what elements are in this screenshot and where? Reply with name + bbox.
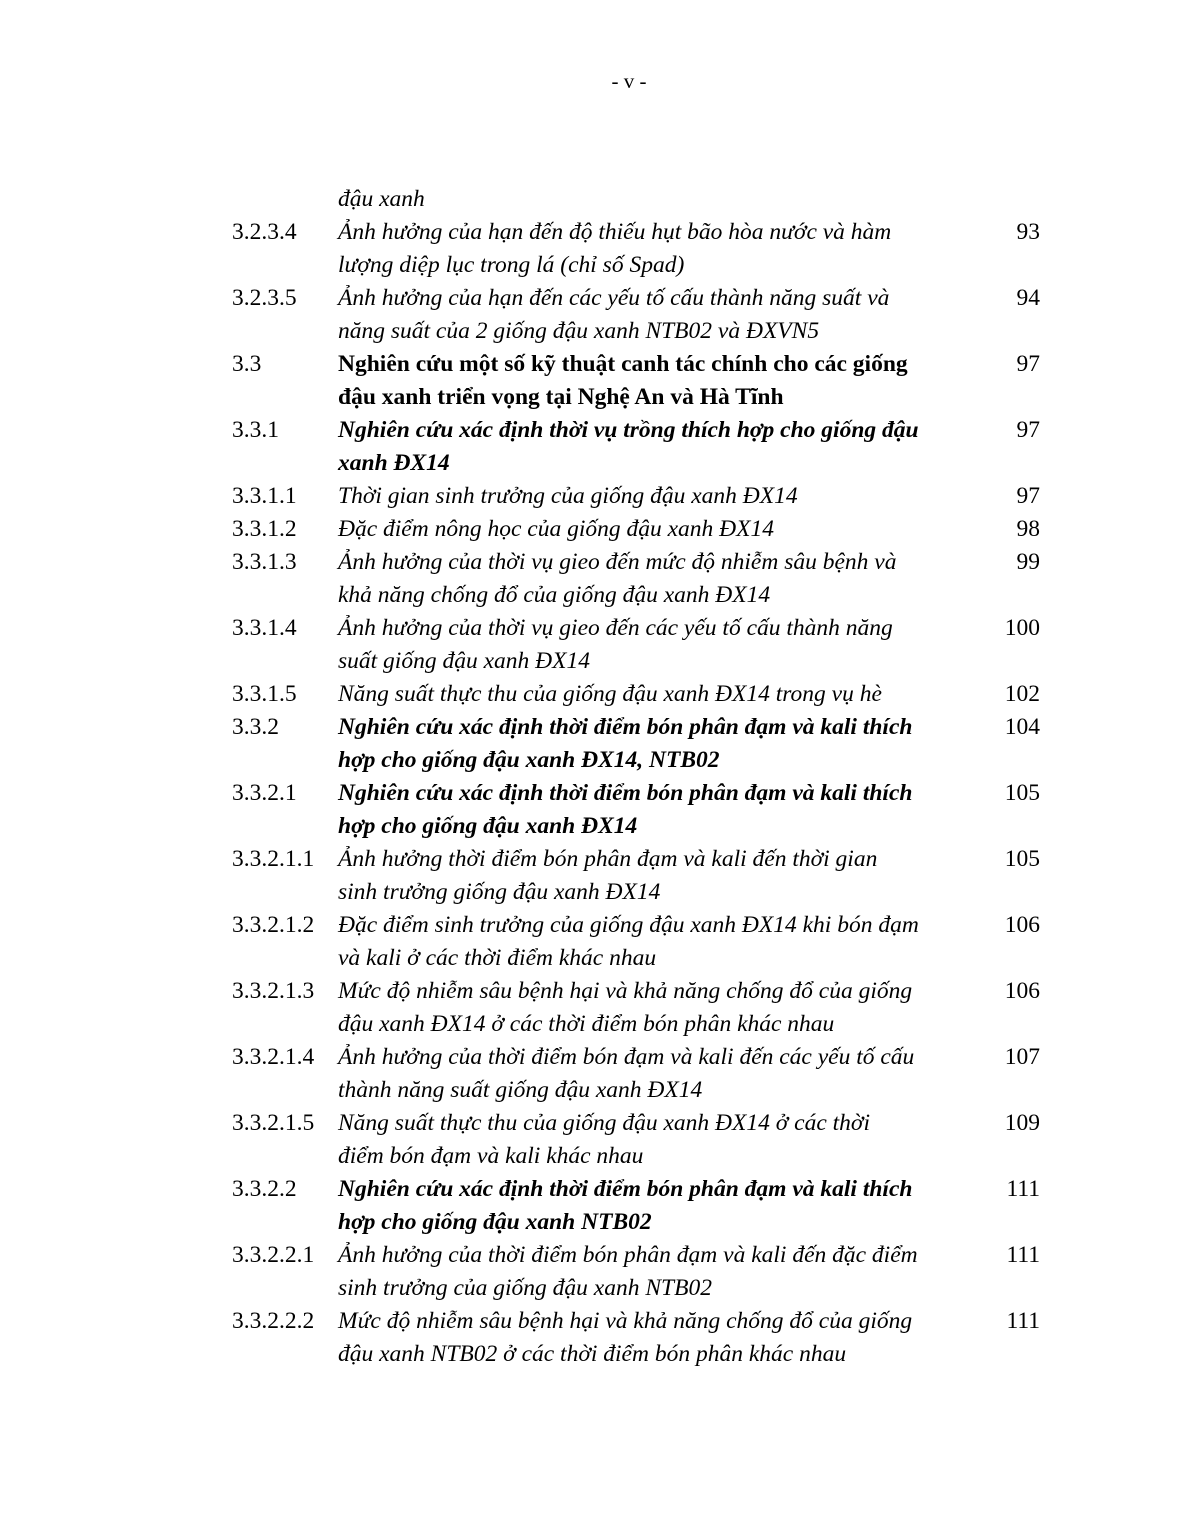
- toc-entry-page: 111: [1006, 1308, 1040, 1334]
- toc-entry[interactable]: [0, 546, 1190, 612]
- toc-entry-number: 3.3.1.2: [232, 516, 297, 542]
- toc-entry-title: Mức độ nhiễm sâu bệnh hại và khả năng chống đổ của giống đậu xanh NTB02 ở các thời điểm bón phân khác nhau: [338, 1308, 913, 1367]
- toc-entry-number: 3.3.2.1.2: [232, 912, 315, 938]
- toc-entry[interactable]: [0, 414, 1190, 480]
- toc-entry-page: 99: [1016, 549, 1040, 575]
- toc-continued-text: đậu xanh: [338, 186, 425, 212]
- toc-entry[interactable]: [0, 612, 1190, 678]
- toc-entry[interactable]: [0, 678, 1190, 711]
- toc-entry-title: Đặc điểm nông học của giống đậu xanh ĐX14: [338, 516, 774, 542]
- toc-entry-title: Ảnh hưởng thời điểm bón phân đạm và kali đến thời gian sinh trưởng giống đậu xanh ĐX14: [338, 846, 878, 905]
- toc-entry-page: 107: [1004, 1044, 1040, 1070]
- toc-entry[interactable]: [0, 909, 1190, 975]
- toc-entry-number: 3.3.1.1: [232, 483, 297, 509]
- toc-entry-title: Năng suất thực thu của giống đậu xanh ĐX14 trong vụ hè: [338, 681, 882, 707]
- toc-entry-number: 3.2.3.5: [232, 285, 297, 311]
- toc-entry-number: 3.3.2.1.1: [232, 846, 315, 872]
- toc-entry-title: Ảnh hưởng của thời vụ gieo đến các yếu tố cấu thành năng suất giống đậu xanh ĐX14: [338, 615, 893, 674]
- toc-entry[interactable]: [0, 1239, 1190, 1305]
- toc-entry-title: Ảnh hưởng của hạn đến các yếu tố cấu thành năng suất và năng suất của 2 giống đậu xanh NTB02 và ĐXVN5: [338, 285, 890, 344]
- toc-entry[interactable]: [0, 975, 1190, 1041]
- page-number: - v -: [611, 69, 647, 93]
- toc-entry-title: Nghiên cứu xác định thời điểm bón phân đạm và kali thích hợp cho giống đậu xanh NTB02: [338, 1176, 913, 1235]
- toc-entry-page: 105: [1004, 780, 1040, 806]
- toc-entry-title: Mức độ nhiễm sâu bệnh hại và khả năng chống đổ của giống đậu xanh ĐX14 ở các thời điểm bón phân khác nhau: [338, 978, 913, 1037]
- toc-entry-number: 3.3.2.2.1: [232, 1242, 315, 1268]
- toc-entry-title: Ảnh hưởng của thời vụ gieo đến mức độ nhiễm sâu bệnh và khả năng chống đổ của giống đậu xanh ĐX14: [338, 549, 897, 608]
- toc-entry-page: 106: [1004, 978, 1040, 1004]
- toc-entry-page: 109: [1004, 1110, 1040, 1136]
- toc-entry-title: Nghiên cứu một số kỹ thuật canh tác chính cho các giống đậu xanh triển vọng tại Nghệ An và Hà Tĩnh: [338, 351, 908, 410]
- toc-entry-title: Ảnh hưởng của thời điểm bón phân đạm và kali đến đặc điểm sinh trưởng của giống đậu xanh NTB02: [338, 1242, 918, 1301]
- toc-entry-page: 104: [1004, 714, 1040, 740]
- toc-entry-page: 98: [1016, 516, 1040, 542]
- toc-entry[interactable]: [0, 1041, 1190, 1107]
- toc-entry[interactable]: [0, 480, 1190, 513]
- toc-entry-page: 94: [1016, 285, 1040, 311]
- toc-entry[interactable]: [0, 1173, 1190, 1239]
- toc-entry-page: 93: [1016, 219, 1040, 245]
- toc-entry-title: Ảnh hưởng của thời điểm bón đạm và kali đến các yếu tố cấu thành năng suất giống đậu xanh ĐX14: [338, 1044, 915, 1103]
- toc-entry-number: 3.3.1.4: [232, 615, 297, 641]
- toc-entry-page: 102: [1004, 681, 1040, 707]
- toc-entry-number: 3.3.1.3: [232, 549, 297, 575]
- toc-entry-number: 3.3: [232, 351, 262, 377]
- toc-entry-page: 97: [1016, 483, 1040, 509]
- toc-entry-number: 3.3.2.2: [232, 1176, 297, 1202]
- toc-entry-title: Nghiên cứu xác định thời điểm bón phân đạm và kali thích hợp cho giống đậu xanh ĐX14: [338, 780, 913, 839]
- toc-entry-page: 97: [1016, 417, 1040, 443]
- toc-entry[interactable]: [0, 777, 1190, 843]
- toc-entry[interactable]: [0, 1107, 1190, 1173]
- toc-entry-title: Thời gian sinh trưởng của giống đậu xanh ĐX14: [338, 483, 798, 509]
- toc-entry-number: 3.3.1: [232, 417, 279, 443]
- toc-entry-number: 3.3.2.1.4: [232, 1044, 315, 1070]
- toc-entry-page: 111: [1006, 1242, 1040, 1268]
- toc-entry-number: 3.2.3.4: [232, 219, 297, 245]
- table-of-contents: [0, 183, 1190, 1371]
- toc-entry[interactable]: [0, 843, 1190, 909]
- toc-entry[interactable]: [0, 282, 1190, 348]
- toc-entry-title: Nghiên cứu xác định thời điểm bón phân đạm và kali thích hợp cho giống đậu xanh ĐX14, NTB02: [338, 714, 913, 773]
- toc-entry-number: 3.3.2.1.5: [232, 1110, 315, 1136]
- toc-entry[interactable]: [0, 513, 1190, 546]
- toc-entry-page: 105: [1004, 846, 1040, 872]
- toc-entry-number: 3.3.2.2.2: [232, 1308, 315, 1334]
- toc-continued-row: [0, 183, 1190, 216]
- toc-entry[interactable]: [0, 711, 1190, 777]
- toc-entry-page: 100: [1004, 615, 1040, 641]
- toc-entry-number: 3.3.2.1.3: [232, 978, 315, 1004]
- toc-entry-title: Nghiên cứu xác định thời vụ trồng thích hợp cho giống đậu xanh ĐX14: [338, 417, 919, 476]
- toc-entry-number: 3.3.1.5: [232, 681, 297, 707]
- toc-entry-page: 97: [1016, 351, 1040, 377]
- toc-entry-title: Ảnh hưởng của hạn đến độ thiếu hụt bão hòa nước và hàm lượng diệp lục trong lá (chỉ số Spad): [338, 219, 892, 278]
- toc-entry-title: Đặc điểm sinh trưởng của giống đậu xanh ĐX14 khi bón đạm và kali ở các thời điểm khác nhau: [338, 912, 919, 971]
- toc-entry-title: Năng suất thực thu của giống đậu xanh ĐX14 ở các thời điểm bón đạm và kali khác nhau: [338, 1110, 870, 1169]
- toc-entry-page: 106: [1004, 912, 1040, 938]
- toc-entry[interactable]: [0, 348, 1190, 414]
- toc-entry[interactable]: [0, 216, 1190, 282]
- toc-entry[interactable]: [0, 1305, 1190, 1371]
- toc-entry-page: 111: [1006, 1176, 1040, 1202]
- toc-entry-number: 3.3.2.1: [232, 780, 297, 806]
- toc-entry-number: 3.3.2: [232, 714, 279, 740]
